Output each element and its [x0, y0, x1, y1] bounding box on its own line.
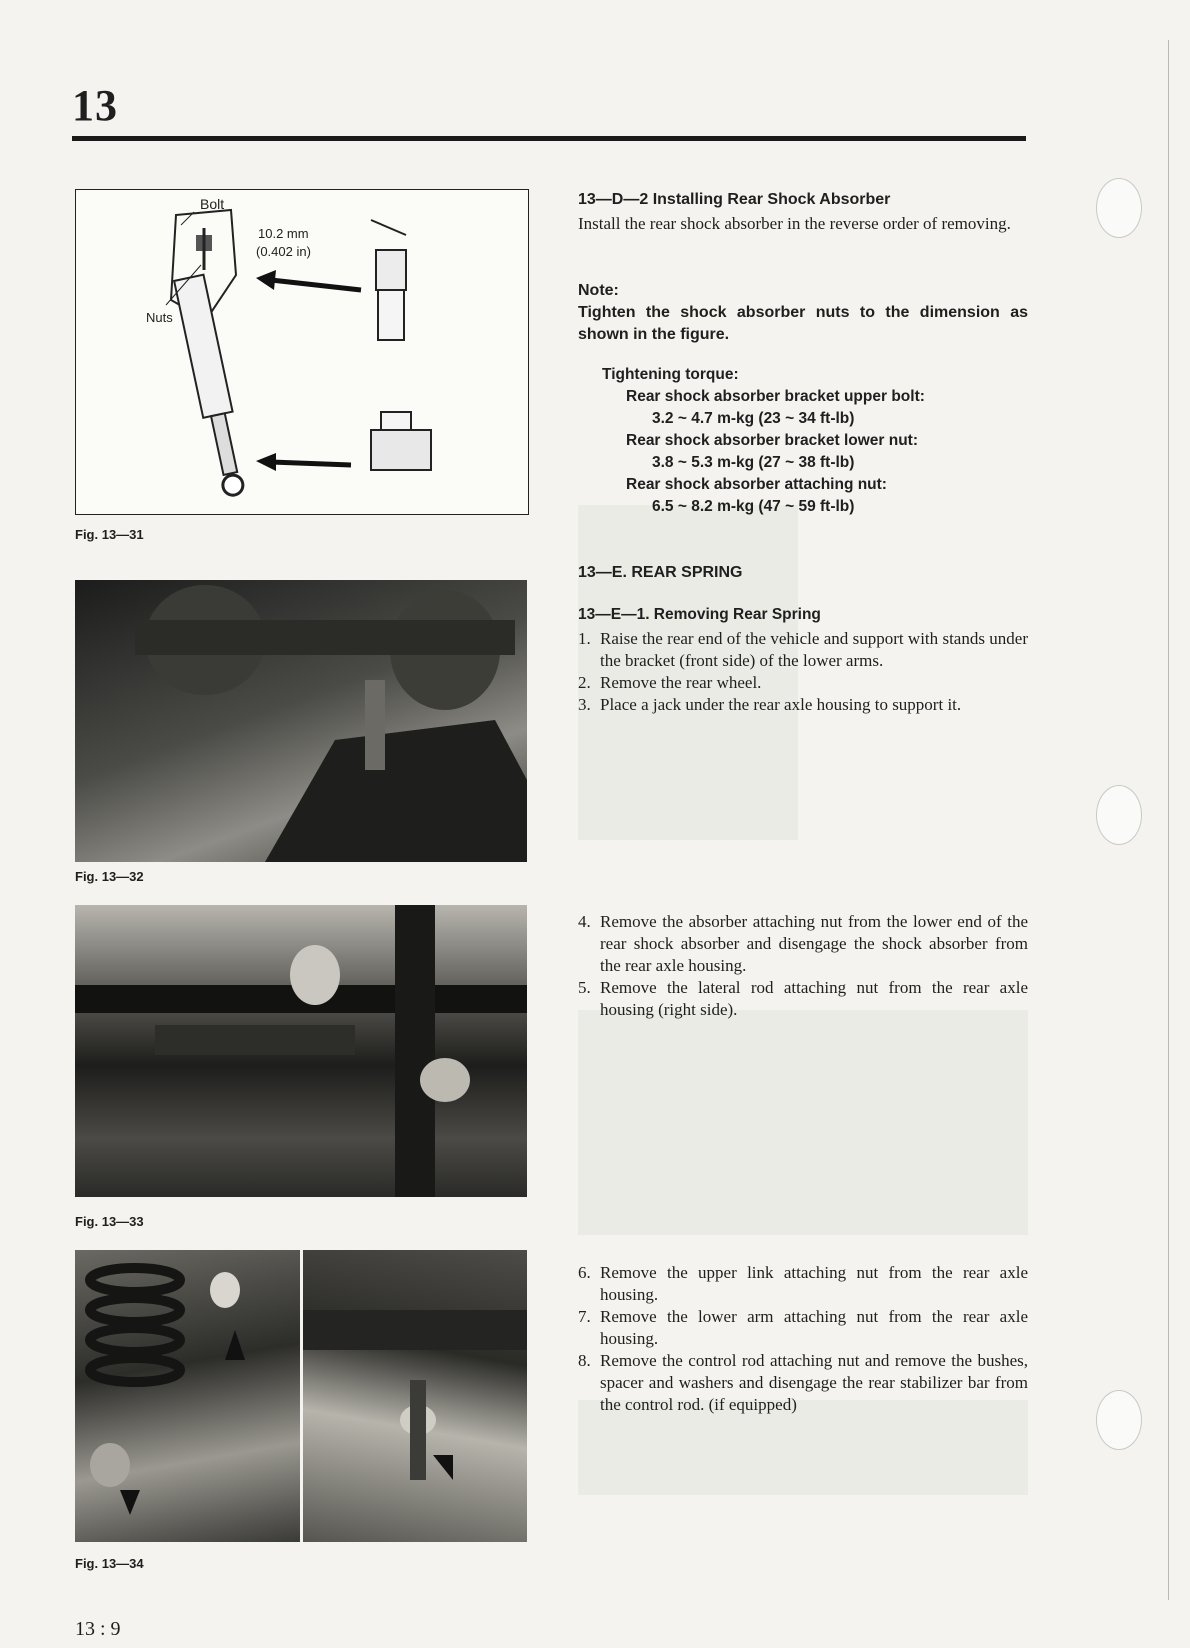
figure-13-32-photo — [75, 580, 527, 862]
arrow-icon — [433, 1455, 453, 1480]
figure-13-34-photo-left — [75, 1250, 300, 1542]
list-item: 3. Place a jack under the rear axle housing to support it. — [578, 695, 962, 714]
torque-item: Rear shock absorber attaching nut: — [626, 476, 887, 493]
binder-hole-bottom — [1096, 1390, 1142, 1450]
note-label: Note: — [578, 282, 619, 299]
figure-caption: Fig. 13—32 — [75, 869, 144, 884]
binder-hole-middle — [1096, 785, 1142, 845]
list-item: 6. Remove the upper link attaching nut from the rear axle housing. — [578, 1263, 1028, 1304]
arrow-icon — [120, 1490, 140, 1515]
figure-13-33-photo — [75, 905, 527, 1197]
bushing-cap — [381, 412, 411, 430]
label-nuts: Nuts — [146, 310, 173, 325]
subsection-heading-13-e-1: 13—E—1. Removing Rear Spring — [578, 606, 821, 623]
figure-caption: Fig. 13—33 — [75, 1214, 144, 1229]
torque-value: 3.2 ~ 4.7 m-kg (23 ~ 34 ft-lb) — [652, 410, 855, 427]
torque-label: Tightening torque: — [602, 366, 739, 383]
page-edge-line — [1168, 40, 1169, 1600]
list-item: 8. Remove the control rod attaching nut and remove the bushes, spacer and washers and disengage the rear stabilizer bar from the control rod. (if equipped) — [578, 1351, 1028, 1414]
section-heading-13-e: 13—E. REAR SPRING — [578, 564, 743, 581]
figure-caption: Fig. 13—31 — [75, 527, 144, 542]
list-item: 7. Remove the lower arm attaching nut from the rear axle housing. — [578, 1307, 1028, 1348]
torque-value: 6.5 ~ 8.2 m-kg (47 ~ 59 ft-lb) — [652, 498, 855, 515]
list-item: 5. Remove the lateral rod attaching nut from the rear axle housing (right side). — [578, 978, 1028, 1019]
control-rod-photo-shapes — [303, 1250, 527, 1542]
label-dimension-in: (0.402 in) — [256, 244, 311, 259]
arrow-left-icon — [271, 280, 361, 290]
section-13-d-2-intro: Install the rear shock absorber in the reverse order of removing. — [578, 214, 1011, 233]
steps-list-6-8 — [578, 1262, 1028, 1416]
spring-photo-shapes — [75, 1250, 300, 1542]
arrow-head-icon — [256, 453, 276, 471]
page-number: 13 : 9 — [75, 1618, 121, 1640]
list-item: 2. Remove the rear wheel. — [578, 673, 762, 692]
arrow-icon — [225, 1330, 245, 1360]
header-rule — [72, 136, 1026, 141]
torque-item: Rear shock absorber bracket lower nut: — [626, 432, 919, 449]
list-item: 1. Raise the rear end of the vehicle and support with stands under the bracket (front side) of the lower arms. — [578, 629, 1028, 670]
chapter-number: 13 — [72, 81, 118, 130]
steps-list-1-3 — [578, 628, 1028, 716]
torque-value: 3.8 ~ 5.3 m-kg (27 ~ 38 ft-lb) — [652, 454, 855, 471]
figure-caption: Fig. 13—34 — [75, 1556, 144, 1571]
label-bolt: Bolt — [200, 196, 225, 212]
figure-13-34-photo-right — [303, 1250, 527, 1542]
note-text: Tighten the shock absorber nuts to the dimension as shown in the figure. — [578, 304, 1028, 343]
detail-nut-stack — [376, 250, 406, 290]
detail-absorber-top — [378, 290, 404, 340]
lateral-rod-photo-shapes — [75, 905, 527, 1197]
list-item: 4. Remove the absorber attaching nut from the lower end of the rear shock absorber and disengage the shock absorber from the rear axle housing. — [578, 912, 1028, 975]
absorber-body — [174, 275, 250, 498]
binder-hole-top — [1096, 178, 1142, 238]
torque-item: Rear shock absorber bracket upper bolt: — [626, 388, 925, 405]
section-heading-13-d-2: 13—D—2 Installing Rear Shock Absorber — [578, 191, 891, 208]
arrow-left-icon — [271, 462, 351, 465]
label-dimension-mm: 10.2 mm — [258, 226, 309, 241]
rear-axle-photo-shapes — [75, 580, 527, 862]
detail-leader — [371, 220, 406, 235]
bleed-through-figure — [578, 1010, 1028, 1235]
figure-13-31-diagram — [75, 189, 529, 515]
arrow-head-icon — [256, 270, 276, 290]
steps-list-4-5 — [578, 911, 1028, 1021]
bushing-detail — [371, 430, 431, 470]
